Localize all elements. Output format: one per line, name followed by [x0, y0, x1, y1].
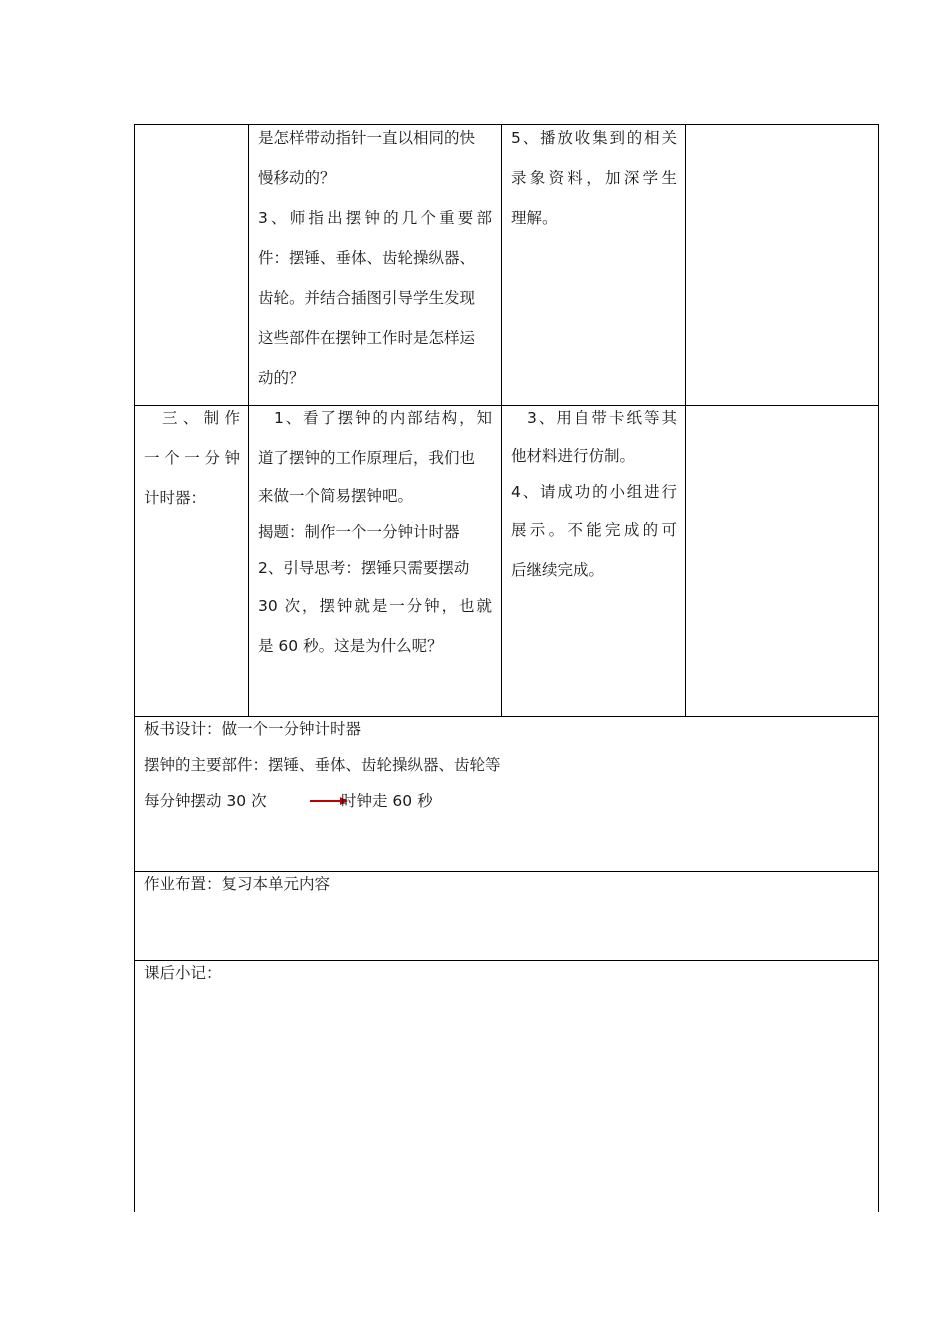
text-line: 慢移动的？ — [258, 169, 336, 187]
text-line: 动的？ — [258, 369, 305, 387]
text-line: 揭题：制作一个一分钟计时器 — [258, 523, 460, 541]
row2-teacher-activity — [258, 398, 492, 666]
text-line: 一个一分钟 — [144, 449, 240, 467]
text-line: 这些部件在摆钟工作时是怎样运 — [258, 329, 476, 347]
text-line: 三、制作 — [162, 409, 240, 427]
text-line: 1、看了摆钟的内部结构，知 — [274, 409, 492, 427]
board-design-swings: 每分钟摆动 30 次 — [144, 792, 267, 810]
text-line: 计时器： — [144, 489, 207, 507]
row1-teacher-activity — [258, 118, 492, 398]
text-line: 展示。不能完成的可 — [511, 521, 677, 539]
col-divider-2 — [501, 124, 502, 716]
table-right-border — [878, 124, 879, 1212]
text-line: 是 60 秒。这是为什么呢？ — [258, 637, 443, 655]
text-line: 后继续完成。 — [511, 561, 605, 579]
text-line: 齿轮。并结合插图引导学生发现 — [258, 289, 476, 307]
text-line: 30 次，摆钟就是一分钟，也就 — [258, 597, 492, 615]
text-line: 5、播放收集到的相关 — [511, 129, 677, 147]
text-line: 理解。 — [511, 209, 558, 227]
text-line: 件：摆锤、垂体、齿轮操纵器、 — [258, 249, 476, 267]
row2-section-title — [144, 398, 240, 518]
row2-student-activity — [511, 398, 677, 590]
row1-student-activity — [511, 118, 677, 238]
col-divider-1 — [248, 124, 249, 716]
text-line: 3、师指出摆钟的几个重要部 — [258, 209, 492, 227]
board-design-title: 板书设计：做一个一分钟计时器 — [144, 720, 362, 738]
col-divider-3 — [685, 124, 686, 716]
board-design-parts: 摆钟的主要部件：摆锤、垂体、齿轮操纵器、齿轮等 — [144, 756, 501, 774]
text-line: 来做一个简易摆钟吧。 — [258, 487, 414, 505]
text-line: 是怎样带动指针一直以相同的快 — [258, 129, 476, 147]
text-line: 3、用自带卡纸等其 — [527, 409, 677, 427]
text-line: 4、请成功的小组进行 — [511, 483, 677, 501]
table-top-border — [134, 124, 879, 125]
board-design-seconds: 时钟走 60 秒 — [341, 792, 433, 810]
homework-text: 作业布置：复习本单元内容 — [144, 875, 331, 893]
text-line: 道了摆钟的工作原理后，我们也 — [258, 449, 476, 467]
text-line: 他材料进行仿制。 — [511, 447, 636, 465]
text-line: 2、引导思考：摆锤只需要摆动 — [258, 559, 470, 577]
row-divider-1 — [134, 405, 879, 406]
after-class-notes: 课后小记： — [144, 964, 222, 982]
text-line: 录象资料，加深学生 — [511, 169, 677, 187]
row-divider-4 — [134, 960, 879, 961]
table-left-border — [134, 124, 135, 1212]
